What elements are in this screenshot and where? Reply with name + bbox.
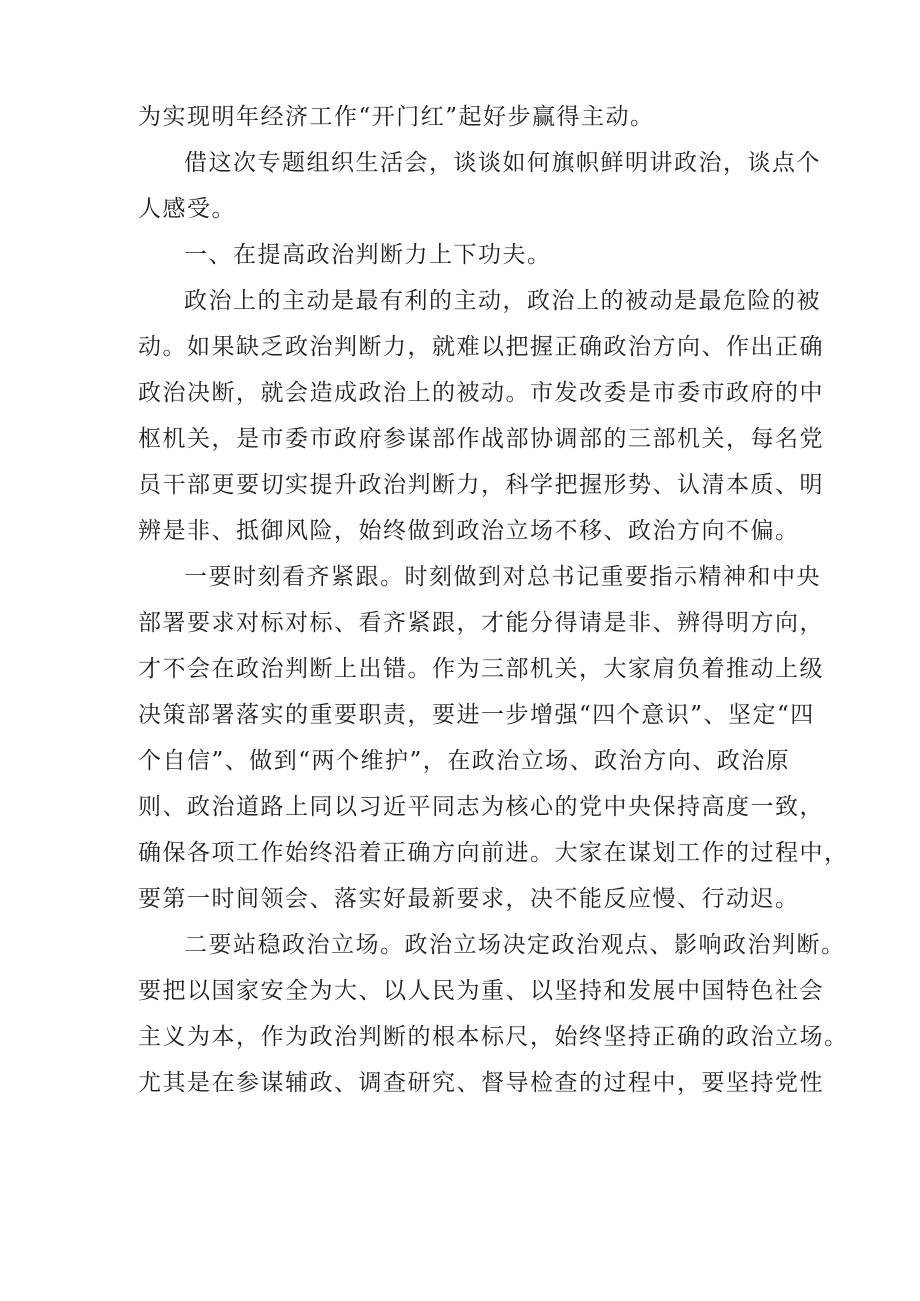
text-line: 则、政治道路上同以习近平同志为核心的党中央保持高度一致， xyxy=(138,794,824,820)
text-line: 员干部更要切实提升政治判断力，科学把握形势、认清本质、明 xyxy=(138,472,824,498)
text-line: 确保各项工作始终沿着正确方向前进。大家在谋划工作的过程中， xyxy=(138,840,849,866)
text-line: 一要时刻看齐紧跟。时刻做到对总书记重要指示精神和中央 xyxy=(184,564,821,590)
text-line: 个自信”、做到“两个维护”，在政治立场、政治方向、政治原 xyxy=(138,748,791,774)
text-line: 要第一时间领会、落实好最新要求，决不能反应慢、行动迟。 xyxy=(138,886,800,912)
text-line: 为实现明年经济工作“开门红”起好步赢得主动。 xyxy=(138,104,655,130)
text-line: 借这次专题组织生活会，谈谈如何旗帜鲜明讲政治，谈点个 xyxy=(184,150,821,176)
text-line: 决策部署落实的重要职责，要进一步增强“四个意识”、坚定“四 xyxy=(138,702,815,728)
text-line: 部署要求对标对标、看齐紧跟，才能分得请是非、辨得明方向， xyxy=(138,610,824,636)
document-body xyxy=(138,94,849,1106)
text-line: 要把以国家安全为大、以人民为重、以坚持和发展中国特色社会 xyxy=(138,978,824,1004)
text-line: 动。如果缺乏政治判断力，就难以把握正确政治方向、作出正确 xyxy=(138,334,824,360)
text-line: 辨是非、抵御风险，始终做到政治立场不移、政治方向不偏。 xyxy=(138,518,800,544)
text-line: 政治上的主动是最有利的主动，政治上的被动是最危险的被 xyxy=(184,288,821,314)
text-line: 政治决断，就会造成政治上的被动。市发改委是市委市政府的中 xyxy=(138,380,824,406)
text-line: 才不会在政治判断上出错。作为三部机关，大家肩负着推动上级 xyxy=(138,656,824,682)
text-line: 尤其是在参谋辅政、调查研究、督导检查的过程中，要坚持党性 xyxy=(138,1070,824,1096)
text-line: 二要站稳政治立场。政治立场决定政治观点、影响政治判断。 xyxy=(184,932,846,958)
section-heading: 一、在提高政治判断力上下功夫。 xyxy=(184,242,552,268)
text-line: 枢机关，是市委市政府参谋部作战部协调部的三部机关，每名党 xyxy=(138,426,824,452)
text-line: 人感受。 xyxy=(138,196,236,222)
text-line: 主义为本，作为政治判断的根本标尺，始终坚持正确的政治立场。 xyxy=(138,1024,849,1050)
